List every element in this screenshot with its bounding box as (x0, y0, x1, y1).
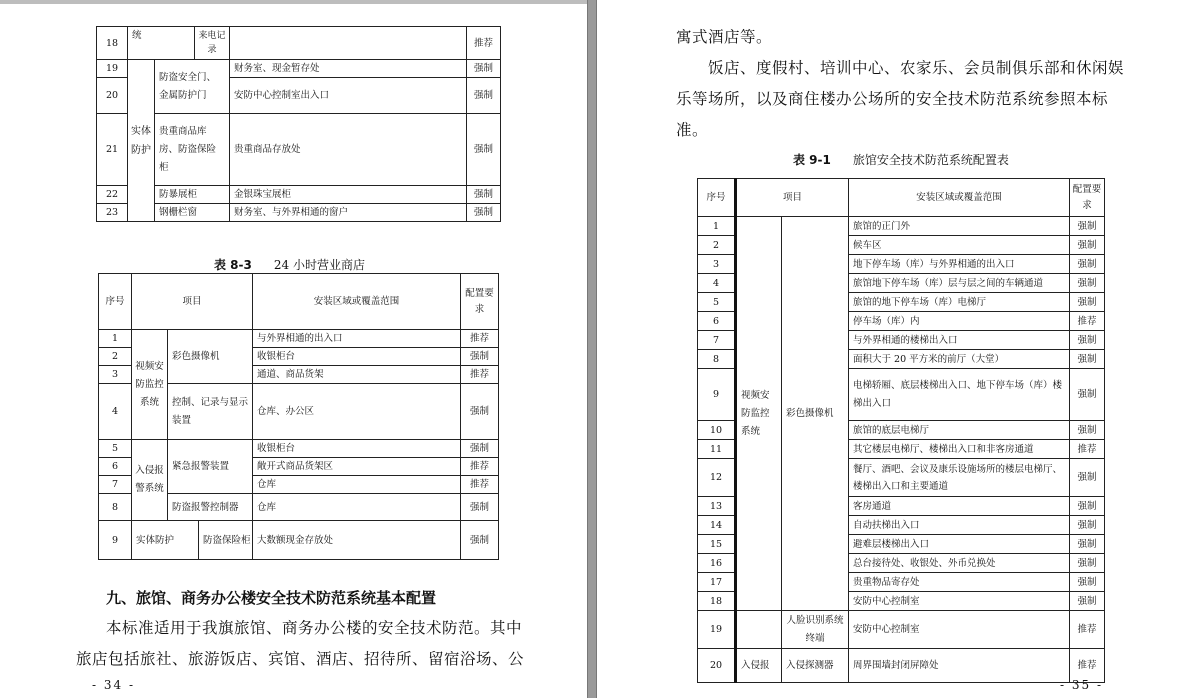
row-area: 旅馆的地下停车场（库）电梯厅 (849, 293, 1070, 312)
row-number: 3 (698, 255, 736, 274)
row-area: 财务室、现金暂存处 (230, 60, 467, 78)
row-requirement: 强制 (1070, 331, 1105, 350)
row-requirement: 强制 (467, 78, 501, 114)
row-area: 仓库 (253, 494, 461, 521)
row-requirement: 强制 (461, 494, 499, 521)
row-number: 12 (698, 459, 736, 497)
table-row (99, 521, 499, 560)
row-number: 5 (698, 293, 736, 312)
subgroup-alarm-controller: 防盗报警控制器 (168, 494, 253, 521)
row-area: 自动扶梯出入口 (849, 516, 1070, 535)
table-row (99, 440, 499, 458)
paragraph-line: 旅店包括旅社、旅游饭店、宾馆、酒店、招待所、留宿浴场、公 (76, 650, 525, 668)
row-area: 仓库、办公区 (253, 384, 461, 440)
row-area: 周界围墙封闭屏障处 (849, 649, 1070, 683)
row-requirement: 强制 (1070, 421, 1105, 440)
row-number: 22 (97, 186, 128, 204)
row-subitem: 贵重商品库房、防盗保险柜 (155, 114, 230, 186)
row-requirement: 推荐 (467, 27, 501, 60)
table-row (698, 217, 1105, 236)
row-requirement: 强制 (1070, 497, 1105, 516)
row-requirement: 推荐 (461, 330, 499, 348)
section-heading: 九、旅馆、商务办公楼安全技术防范系统基本配置 (106, 589, 437, 607)
row-number: 20 (698, 649, 736, 683)
page-top-strip (0, 0, 587, 4)
table-caption-title: 旅馆安全技术防范系统配置表 (852, 153, 1009, 167)
row-area: 餐厅、酒吧、会议及康乐设施场所的楼层电梯厅、楼梯出入口和主要通道 (849, 459, 1070, 497)
table-caption-number: 表 9-1 (793, 153, 831, 167)
table-row (97, 204, 501, 222)
group-video-surveillance-continued (736, 611, 782, 649)
table-row (97, 27, 501, 60)
row-requirement: 强制 (1070, 350, 1105, 369)
row-requirement: 强制 (461, 440, 499, 458)
row-number: 9 (698, 369, 736, 421)
row-number: 8 (99, 494, 132, 521)
subgroup-control-display: 控制、记录与显示装置 (168, 384, 253, 440)
row-requirement: 强制 (1070, 293, 1105, 312)
table-header-row (698, 179, 1105, 217)
row-requirement: 强制 (1070, 217, 1105, 236)
row-area: 旅馆的底层电梯厅 (849, 421, 1070, 440)
row-number: 20 (97, 78, 128, 114)
row-number: 23 (97, 204, 128, 222)
row-requirement: 推荐 (1070, 649, 1105, 683)
row-number: 7 (99, 476, 132, 494)
row-number: 18 (698, 592, 736, 611)
row-number: 1 (698, 217, 736, 236)
subgroup-color-camera: 彩色摄像机 (782, 217, 849, 611)
row-requirement: 强制 (1070, 592, 1105, 611)
row-requirement: 强制 (461, 384, 499, 440)
document-page-34 (0, 0, 587, 698)
header-number: 序号 (698, 179, 736, 217)
row-number: 1 (99, 330, 132, 348)
group-intrusion-alarm: 入侵报警系统 (132, 440, 168, 521)
table-row (698, 611, 1105, 649)
table-caption-number: 表 8-3 (214, 258, 252, 272)
row-number: 15 (698, 535, 736, 554)
row-area: 收银柜台 (253, 348, 461, 366)
table-caption-title: 24 小时营业商店 (273, 258, 365, 272)
row-area: 客房通道 (849, 497, 1070, 516)
subgroup-color-camera: 彩色摄像机 (168, 330, 253, 384)
table-caption-8-3 (214, 256, 365, 273)
row-area: 其它楼层电梯厅、楼梯出入口和非客房通道 (849, 440, 1070, 459)
row-requirement: 强制 (461, 348, 499, 366)
group-video-surveillance: 视频安防监控系统 (736, 217, 782, 611)
row-area: 通道、商品货架 (253, 366, 461, 384)
row-area: 安防中心控制室 (849, 592, 1070, 611)
row-number: 4 (698, 274, 736, 293)
row-area: 贵重商品存放处 (230, 114, 467, 186)
row-area: 收银柜台 (253, 440, 461, 458)
row-number: 5 (99, 440, 132, 458)
row-number: 17 (698, 573, 736, 592)
row-category: 统 (128, 27, 195, 60)
header-area: 安装区域或覆盖范围 (253, 274, 461, 330)
table-header-row (99, 274, 499, 330)
row-subitem: 来电记录 (195, 27, 230, 60)
row-area: 贵重物品寄存处 (849, 573, 1070, 592)
row-number: 18 (97, 27, 128, 60)
row-number: 6 (99, 458, 132, 476)
row-area: 大数额现金存放处 (253, 521, 461, 560)
header-number: 序号 (99, 274, 132, 330)
row-requirement: 强制 (1070, 236, 1105, 255)
row-area: 安防中心控制室 (849, 611, 1070, 649)
row-area: 面积大于 20 平方米的前厅（大堂） (849, 350, 1070, 369)
header-item: 项目 (736, 179, 849, 217)
row-requirement: 强制 (467, 186, 501, 204)
row-number: 14 (698, 516, 736, 535)
row-requirement: 强制 (1070, 369, 1105, 421)
group-physical-label: 实体防护 (136, 534, 175, 546)
row-number: 19 (698, 611, 736, 649)
row-requirement: 强制 (467, 60, 501, 78)
row-area: 电梯轿厢、底层楼梯出入口、地下停车场（库）楼梯出入口 (849, 369, 1070, 421)
row-requirement: 强制 (467, 114, 501, 186)
row-subitem: 防盗安全门、金属防护门 (155, 60, 230, 114)
table-top-continuation (96, 26, 501, 222)
group-intrusion-alarm: 入侵报 (736, 649, 782, 683)
subgroup-emergency-alarm: 紧急报警装置 (168, 440, 253, 494)
row-number: 4 (99, 384, 132, 440)
row-number: 7 (698, 331, 736, 350)
row-number: 21 (97, 114, 128, 186)
row-number: 9 (99, 521, 132, 560)
row-area: 候车区 (849, 236, 1070, 255)
row-requirement: 推荐 (461, 476, 499, 494)
row-area (230, 27, 467, 60)
header-item: 项目 (132, 274, 253, 330)
row-area: 仓库 (253, 476, 461, 494)
row-number: 2 (99, 348, 132, 366)
row-requirement: 强制 (1070, 459, 1105, 497)
table-row (97, 186, 501, 204)
table-row (97, 114, 501, 186)
table-row (99, 330, 499, 348)
row-subitem: 防暴展柜 (155, 186, 230, 204)
row-number: 11 (698, 440, 736, 459)
document-page-35 (597, 0, 1189, 698)
paragraph-line: 饭店、度假村、培训中心、农家乐、会员制俱乐部和休闲娱 (708, 59, 1125, 77)
row-area: 安防中心控制室出入口 (230, 78, 467, 114)
group-video-surveillance: 视频安防监控系统 (132, 330, 168, 440)
row-number: 8 (698, 350, 736, 369)
row-requirement: 强制 (1070, 274, 1105, 293)
row-area: 财务室、与外界相通的窗户 (230, 204, 467, 222)
row-requirement: 强制 (461, 521, 499, 560)
paragraph-line: 乐等场所，以及商住楼办公场所的安全技术防范系统参照本标 (676, 90, 1109, 108)
row-area: 与外界相通的楼梯出入口 (849, 331, 1070, 350)
row-requirement: 强制 (1070, 535, 1105, 554)
table-caption-9-1 (793, 151, 1009, 168)
table-row (97, 60, 501, 78)
subgroup-intrusion-detector: 入侵探测器 (782, 649, 849, 683)
row-number: 19 (97, 60, 128, 78)
row-number: 6 (698, 312, 736, 331)
header-requirement: 配置要求 (461, 274, 499, 330)
row-area: 旅馆的正门外 (849, 217, 1070, 236)
paragraph-line: 准。 (676, 121, 709, 139)
header-area: 安装区域或覆盖范围 (849, 179, 1070, 217)
row-requirement: 强制 (1070, 554, 1105, 573)
page-divider (587, 0, 597, 698)
row-number: 13 (698, 497, 736, 516)
row-number: 10 (698, 421, 736, 440)
header-requirement: 配置要求 (1070, 179, 1105, 217)
row-requirement: 推荐 (461, 366, 499, 384)
row-area: 旅馆地下停车场（库）层与层之间的车辆通道 (849, 274, 1070, 293)
row-area: 避难层楼梯出入口 (849, 535, 1070, 554)
group-physical-protection (132, 521, 253, 560)
row-requirement: 强制 (1070, 516, 1105, 535)
row-area: 敞开式商品货架区 (253, 458, 461, 476)
paragraph-line: 寓式酒店等。 (676, 28, 773, 46)
row-number: 2 (698, 236, 736, 255)
subgroup-safe: 防盗保险柜 (198, 521, 252, 559)
group-physical-protection: 实体防护 (128, 60, 155, 222)
row-requirement: 推荐 (461, 458, 499, 476)
paragraph-line: 本标准适用于我旗旅馆、商务办公楼的安全技术防范。其中 (106, 619, 523, 637)
row-requirement: 推荐 (1070, 611, 1105, 649)
table-row (698, 649, 1105, 683)
row-requirement: 强制 (1070, 255, 1105, 274)
table-9-1 (697, 178, 1105, 683)
subgroup-face-recognition: 人脸识别系统终端 (782, 611, 849, 649)
page-number: - 34 - (92, 678, 136, 692)
row-requirement: 推荐 (1070, 440, 1105, 459)
row-requirement: 强制 (467, 204, 501, 222)
table-8-3 (98, 273, 499, 560)
row-number: 16 (698, 554, 736, 573)
row-area: 地下停车场（库）与外界相通的出入口 (849, 255, 1070, 274)
row-area: 停车场（库）内 (849, 312, 1070, 331)
row-area: 与外界相通的出入口 (253, 330, 461, 348)
row-area: 总台接待处、收银处、外币兑换处 (849, 554, 1070, 573)
row-area: 金银珠宝展柜 (230, 186, 467, 204)
row-number: 3 (99, 366, 132, 384)
row-subitem: 钢栅栏窗 (155, 204, 230, 222)
page-number: - 35 - (1060, 678, 1104, 692)
row-requirement: 强制 (1070, 573, 1105, 592)
row-requirement: 推荐 (1070, 312, 1105, 331)
